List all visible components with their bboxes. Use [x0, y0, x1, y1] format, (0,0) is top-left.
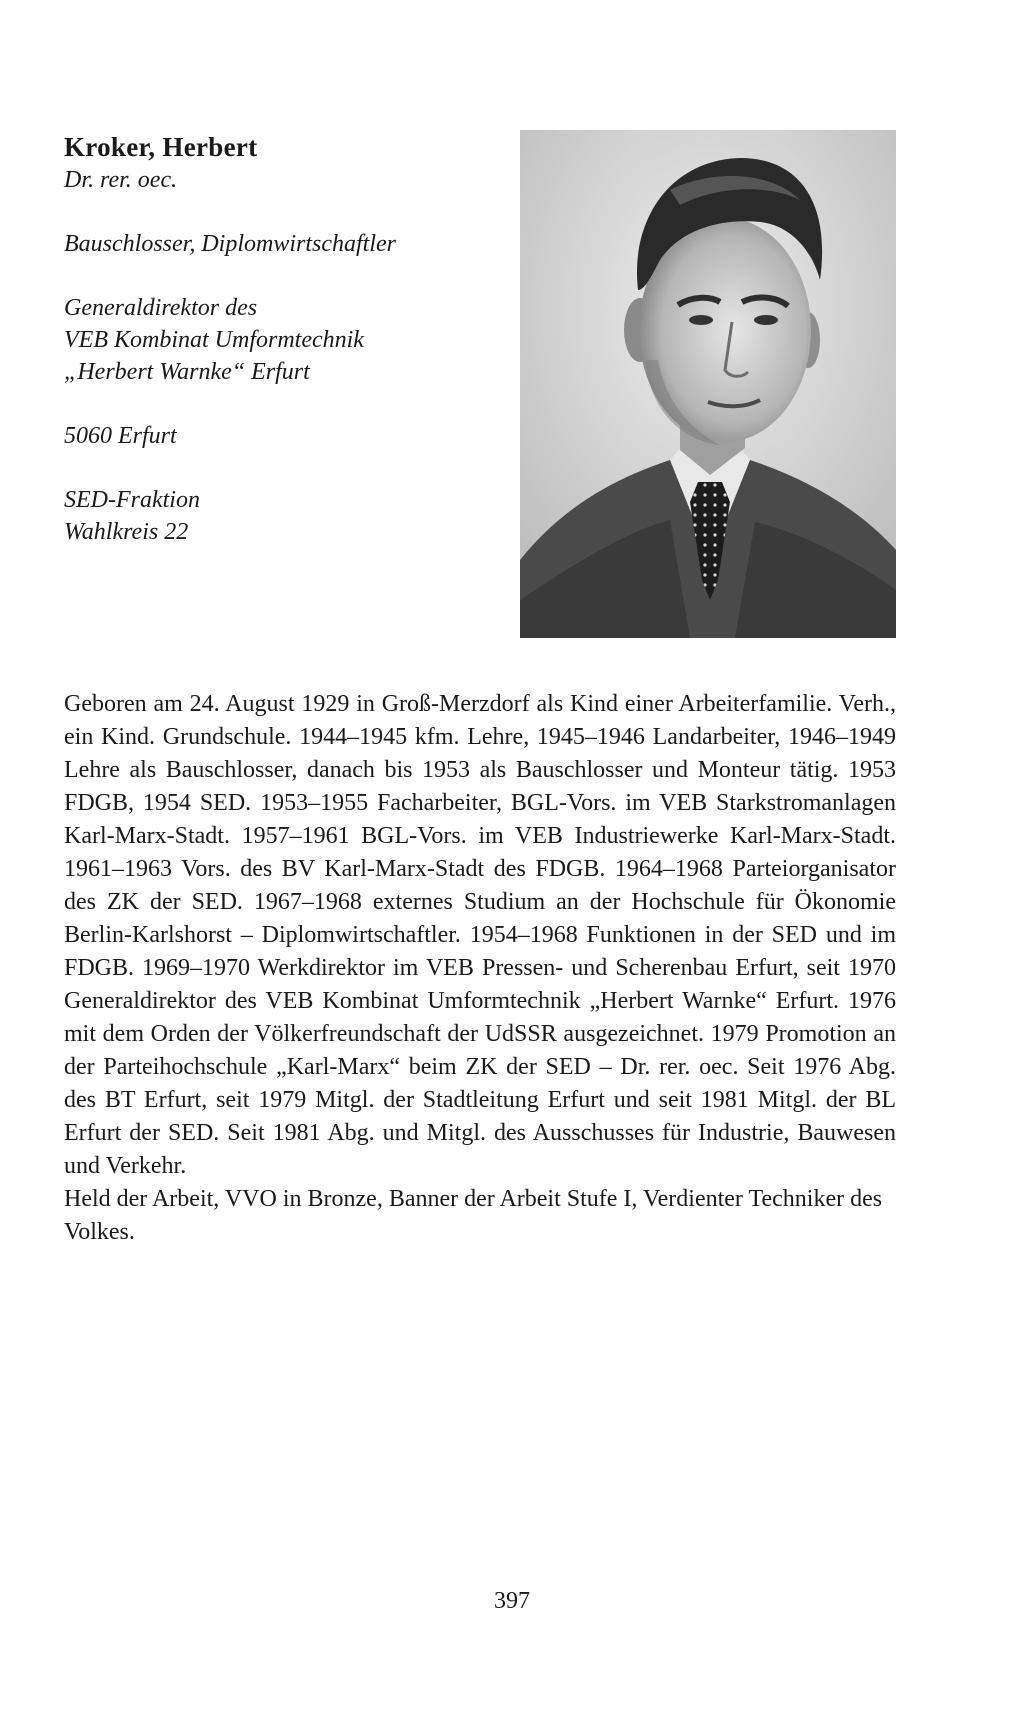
address: 5060 Erfurt	[64, 423, 177, 449]
page-number: 397	[494, 1588, 530, 1614]
biography-text: Geboren am 24. August 1929 in Groß-Merzdorf als Kind einer Arbeiterfamilie. Verh., ein Kind. Grundschule. 1944–1945 kfm. Lehre, 1945–1946 Landarbeiter, 1946–1949 Lehre als Bauschlosser, danach bis 1953 als Bauschlosser und Monteur tätig. 1953 FDGB, 1954 SED. 1953–1955 Facharbeiter, BGL-Vors. im VEB Starkstromanlagen Karl-Marx-Stadt. 1957–1961 BGL-Vors. im VEB Industriewerke Karl-Marx-Stadt. 1961–1963 Vors. des BV Karl-Marx-Stadt des FDGB. 1964–1968 Parteiorganisator des ZK der SED. 1967–1968 externes Studium an der Hochschule für Ökonomie Berlin-Karlshorst – Diplomwirtschaftler. 1954–1968 Funktionen in der SED und im FDGB. 1969–1970 Werkdirektor im VEB Pressen- und Scherenbau Erfurt, seit 1970 Generaldirektor des VEB Kombinat Umformtechnik „Herbert Warnke“ Erfurt. 1976 mit dem Orden der Völkerfreundschaft der UdSSR ausgezeichnet. 1979 Promotion an der Parteihochschule „Karl-Marx“ beim ZK der SED – Dr. rer. oec. Seit 1976 Abg. des BT Erfurt, seit 1979 Mitgl. der Stadtleitung Erfurt und seit 1981 Mitgl. der BL Erfurt der SED. Seit 1981 Abg. und Mitgl. des Ausschusses für Industrie, Bauwesen und Verkehr.	[64, 691, 896, 1179]
portrait-photo	[520, 130, 896, 638]
entry-header	[64, 130, 504, 548]
person-name: Kroker, Herbert	[64, 132, 258, 162]
position-line-1: Generaldirektor des	[64, 295, 258, 321]
position-line-3: „Herbert Warnke“ Erfurt	[64, 359, 310, 385]
profession: Bauschlosser, Diplomwirtschaftler	[64, 231, 397, 257]
honors-text: Held der Arbeit, VVO in Bronze, Banner der Arbeit Stufe I, Verdienter Techniker des Volkes.	[64, 1186, 883, 1245]
academic-title: Dr. rer. oec.	[64, 167, 178, 193]
biography	[64, 688, 896, 1249]
faction: SED-Fraktion	[64, 487, 200, 513]
position-line-2: VEB Kombinat Umformtechnik	[64, 327, 364, 353]
constituency: Wahlkreis 22	[64, 519, 189, 545]
